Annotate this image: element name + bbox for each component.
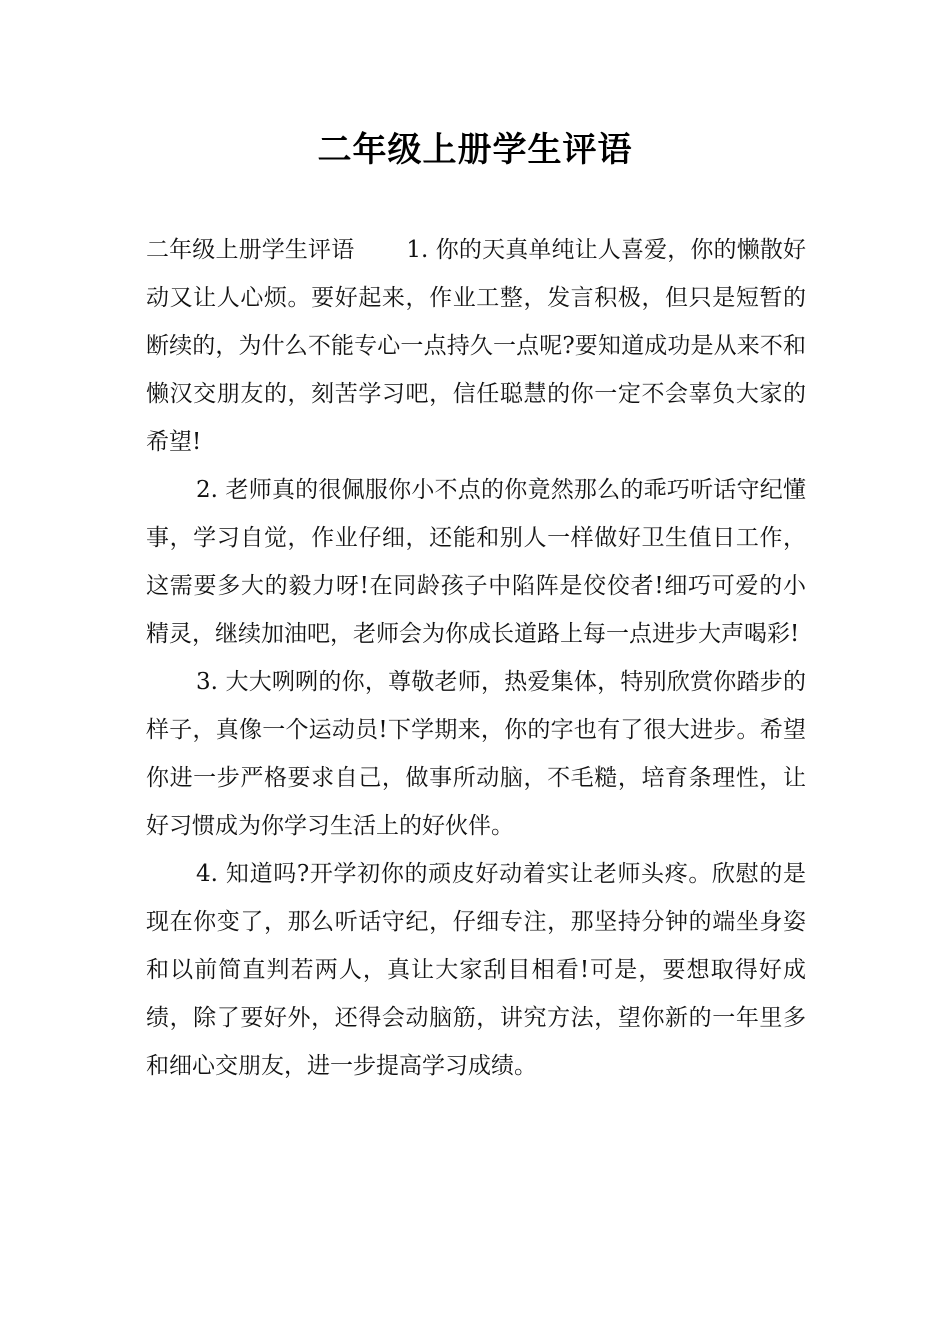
paragraph-3: 3. 大大咧咧的你，尊敬老师，热爱集体，特别欣赏你踏步的样子，真像一个运动员!下学期来，你的字也有了很大进步。希望你进一步严格要求自己，做事所动脑，不毛糙，培育条理性，让好习惯成为你学习生活上的好伙伴。 [146,669,806,839]
document-title: 二年级上册学生评语 [317,130,633,170]
paragraph-1-text: 1. 你的天真单纯让人喜爱，你的懒散好动又让人心烦。要好起来，作业工整，发言积极，但只是短暂的断续的，为什么不能专心一点持久一点呢?要知道成功是从来不和懒汉交朋友的，刻苦学习吧，信任聪慧的你一定不会辜负大家的希望! [146,237,807,455]
paragraph-1-heading: 二年级上册学生评语 [146,237,355,263]
paragraph-1 [146,226,806,466]
document-body [146,226,806,1090]
paragraph-4: 4. 知道吗?开学初你的顽皮好动着实让老师头疼。欣慰的是现在你变了，那么听话守纪，仔细专注，那坚持分钟的端坐身姿和以前简直判若两人，真让大家刮目相看!可是，要想取得好成绩，除了要好外，还得会动脑筋，讲究方法，望你新的一年里多和细心交朋友，进一步提高学习成绩。 [146,861,806,1079]
paragraph-2: 2. 老师真的很佩服你小不点的你竟然那么的乖巧听话守纪懂事，学习自觉，作业仔细，还能和别人一样做好卫生值日工作，这需要多大的毅力呀!在同龄孩子中陷阵是佼佼者!细巧可爱的小精灵，继续加油吧，老师会为你成长道路上每一点进步大声喝彩! [146,477,806,647]
